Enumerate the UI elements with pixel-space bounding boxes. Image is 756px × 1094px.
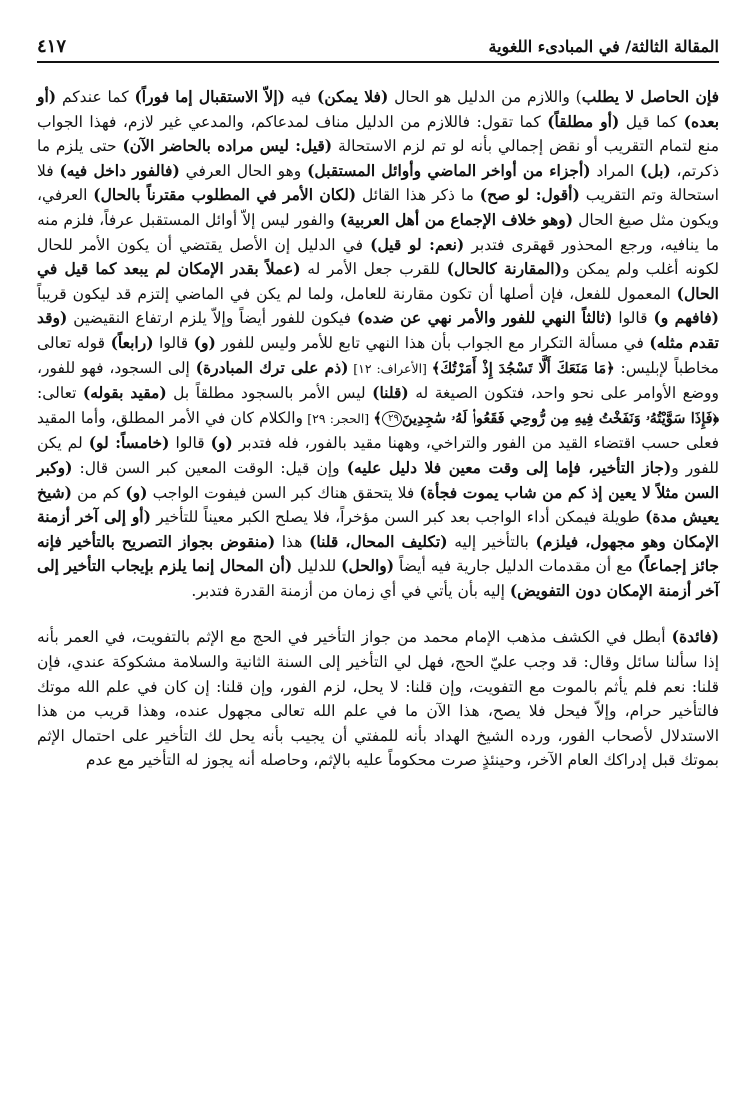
sharh-text: كم من	[72, 483, 126, 502]
matn-text: (و)	[210, 433, 233, 453]
sharh-text: فيكون للفور أيضاً وإلاّ يلزم ارتفاع النقيضين	[67, 309, 357, 328]
matn-text: (قيل: ليس مراده بالحاضر الآن)	[122, 136, 333, 156]
matn-text: (بل)	[640, 160, 671, 180]
matn-text: (أجزاء من أواخر الماضي وأوائل المستقبل)	[307, 160, 591, 180]
sharh-text: قالوا	[153, 333, 194, 352]
matn-text: (أن المحال إنما يلزم بإيجاب التأخير إلى آخر أزمنة الإمكان دون التفويض)	[37, 556, 719, 600]
matn-text: (مقيد بقوله)	[82, 383, 167, 403]
sharh-text: هذا	[275, 532, 310, 551]
paragraph-faida	[37, 625, 719, 773]
page-header	[37, 30, 719, 58]
matn-text: (أو مطلقاً)	[547, 111, 620, 131]
matn-text: (ثالثاً النهي للفور والأمر نهي عن ضده)	[357, 308, 613, 328]
sharh-text: كما عندكم	[56, 88, 135, 106]
sharh-text: ليس الأمر بالسجود مطلقاً بل	[166, 384, 373, 403]
quran-citation: [الحجر: ٢٩]	[303, 410, 374, 426]
sharh-text: كما قيل	[619, 112, 684, 131]
matn-text: (أو بعده)	[37, 87, 720, 131]
sharh-text: المعمول للفعل، فإن أصلها أن تكون مقارنة للعامل، ولما لم يكن في الماضي إلتزم قد ليكون قريباً	[37, 284, 677, 303]
matn-text: (فلا يمكن)	[317, 87, 389, 106]
sharh-text: إليه بأن يأتي في أي زمان من أزمنة القدرة فتدبر.	[191, 581, 510, 600]
sharh-text: في مسألة التكرار مع الجواب بأن هذا النهي تابع للأمر وليس للفور	[215, 333, 650, 352]
sharh-text: مع أن مقدمات الدليل جارية فيه أيضاً	[394, 557, 638, 576]
matn-text: (و)	[125, 482, 148, 502]
matn-text: (فائدة)	[671, 627, 719, 647]
paragraph-discussion	[37, 85, 719, 603]
sharh-text: كما تقول: فاللازم من الدليل مناف لمدعاكم، والمدعي غير لازم، فهذا الجواب منع لتمام التقريب أو نقض إجمالي بأنه لو تم لزم الاستحالة	[37, 112, 720, 156]
matn-text: (نعم: لو قيل)	[370, 234, 465, 254]
sharh-text: لم يكن للفور و	[37, 434, 719, 477]
matn-text: (أو إلى آخر أزمنة الإمكان وهو مجهول، فيلزم)	[37, 507, 719, 551]
sharh-text: طويلة فيمكن أداء الواجب بعد كبر السن مؤخراً، فلا يصلح الكبر معيناً للتأخير	[150, 508, 646, 527]
matn-text: (لكان الأمر في المطلوب مقترناً بالحال)	[93, 185, 357, 205]
quran-quote: ﴾	[373, 409, 382, 427]
running-head-title: المقالة الثالثة/ في المبادىء اللغوية	[488, 37, 719, 56]
matn-text: فإن الحاصل لا يطلب	[581, 87, 719, 106]
matn-text: (فالفور داخل فيه)	[59, 160, 180, 180]
matn-text: (منقوض بجواز التصريح بالتأخير فإنه جائز إجماعاً)	[37, 531, 720, 576]
sharh-text: فلا يتحقق هناك كبر السن فيفوت الواجب	[147, 483, 420, 502]
sharh-text: وإن قيل: الوقت المعين كبر السن قال:	[72, 458, 347, 477]
matn-text: (عملاً بقدر الإمكان لم يبعد كما قيل في الحال)	[37, 259, 719, 303]
quran-quote: ﴿فَإِذَا سَوَّيْتُهُۥ وَنَفَخْتُ فِيهِ مِن رُّوحِي فَقَعُوا۟ لَهُۥ سَٰجِدِينَ	[401, 409, 719, 427]
matn-text: (فافهم و)	[653, 308, 719, 328]
matn-text: (أقول: لو صح)	[479, 185, 580, 205]
matn-text: (رابعاً)	[110, 332, 154, 352]
ayah-number-marker: ٢٩	[382, 411, 402, 427]
matn-text: (قلنا)	[372, 383, 409, 403]
page-number: ٤١٧	[37, 36, 67, 57]
matn-text: (و)	[193, 332, 216, 352]
sharh-text: ) واللازم من الدليل هو الحال	[388, 88, 582, 106]
matn-text: (إلاّ الاستقبال إما فوراً)	[134, 87, 285, 106]
sharh-text: إلى السجود، فهو للفور، ووضع الأوامر على نحو واحد، فتكون الصيغة له	[37, 358, 720, 403]
sharh-text: بالتأخير إليه	[447, 532, 536, 551]
sharh-text: أبطل في الكشف مذهب الإمام محمد من جواز التأخير في الحج مع الإثم بالتفويت، في العمر بأنه إذا سألنا سائل وقال: قد وجب عليّ الحج، فهل لي التأخير إلى السنة الثانية والسلامة مشكوكة عندي، فإن قلنا: نعم فلم يأثم بالموت مع التفويت، وإن قلنا: لا يحل، لزم الفور، وإن قلنا: إن كان في علم الله موتك فالتأخير حرام، وإلاّ فيحل فلا يصح، هذا الآن ما في علم الله تعالى مجهول عنده، وهذا قريب من هذا الاستدلال لأصحاب الفور، ورده الشيخ الهداد بأنه للمفتي أن يجيب بأنه يحل لك التأخير على احتمال الإثم بموتك قبل إدراكك العام الآخر، وحينئذٍ صرت محكوماً عليه بالإثم، وحاصله أنه يجوز له التأخير مع عدم	[37, 628, 720, 770]
matn-text: (تكليف المحال، قلنا)	[309, 531, 448, 551]
matn-text: (خامساً: لو)	[88, 433, 170, 453]
sharh-text: قالوا	[612, 309, 654, 328]
sharh-text: للدليل	[292, 557, 342, 576]
matn-text: (شيخ يعيش مدة)	[37, 482, 719, 527]
sharh-text: تعالى:	[37, 384, 83, 403]
sharh-text: والفور ليس إلاّ أوائل المستقبل عرفاً، فلزم منه ما ينافيه، ورجع المحذور قهقرى فتدبر	[37, 210, 719, 254]
quran-citation: [الأعراف: ١٢]	[348, 360, 432, 376]
main-text	[37, 85, 719, 773]
sharh-text: المراد	[590, 161, 640, 180]
sharh-text: قوله تعالى مخاطباً لإبليس:	[37, 333, 719, 377]
sharh-text: والكلام كان في الأمر المطلق، وأما المقيد فعلى حسب اقتضاء القيد من الفور والتراخي، وههنا مقيد بالفور، فله فتدبر	[37, 408, 719, 453]
matn-text: (جاز التأخير، فإما إلى وقت معين فلا دليل عليه)	[346, 457, 672, 477]
sharh-text: حتى يلزم ما ذكرتم،	[37, 137, 720, 180]
matn-text: (ذم على ترك المبادرة)	[195, 357, 349, 377]
sharh-text: ما ذكر هذا القائل	[356, 186, 480, 205]
quran-quote: ﴿مَا مَنَعَكَ أَلَّا تَسْجُدَ إِذْ أَمَرْتُكَ﴾	[431, 359, 615, 377]
sharh-text: فلا استحالة وتم التقريب	[37, 161, 719, 205]
sharh-text: العرفي، ويكون مثل صيغ الحال	[37, 186, 719, 229]
matn-text: (وهو خلاف الإجماع من أهل العربية)	[339, 209, 574, 229]
sharh-text: فيه	[284, 88, 318, 106]
header-rule	[37, 61, 719, 63]
matn-text: (والحل)	[341, 556, 395, 576]
sharh-text: وهو الحال العرفي	[179, 161, 308, 180]
matn-text: (المقارنة كالحال)	[446, 259, 562, 279]
matn-text: (وقد تقدم مثله)	[37, 308, 719, 352]
sharh-text: للقرب جعل الأمر له	[300, 260, 447, 279]
sharh-text: قالوا	[169, 434, 211, 453]
matn-text: (وكبر السن مثلاً لا يعين إذ كم من شاب يموت فجأة)	[37, 457, 719, 502]
sharh-text: في الدليل إن الأصل يقتضي أن يكون الأمر للحال لكونه أغلب ولم يمكن و	[37, 235, 719, 279]
